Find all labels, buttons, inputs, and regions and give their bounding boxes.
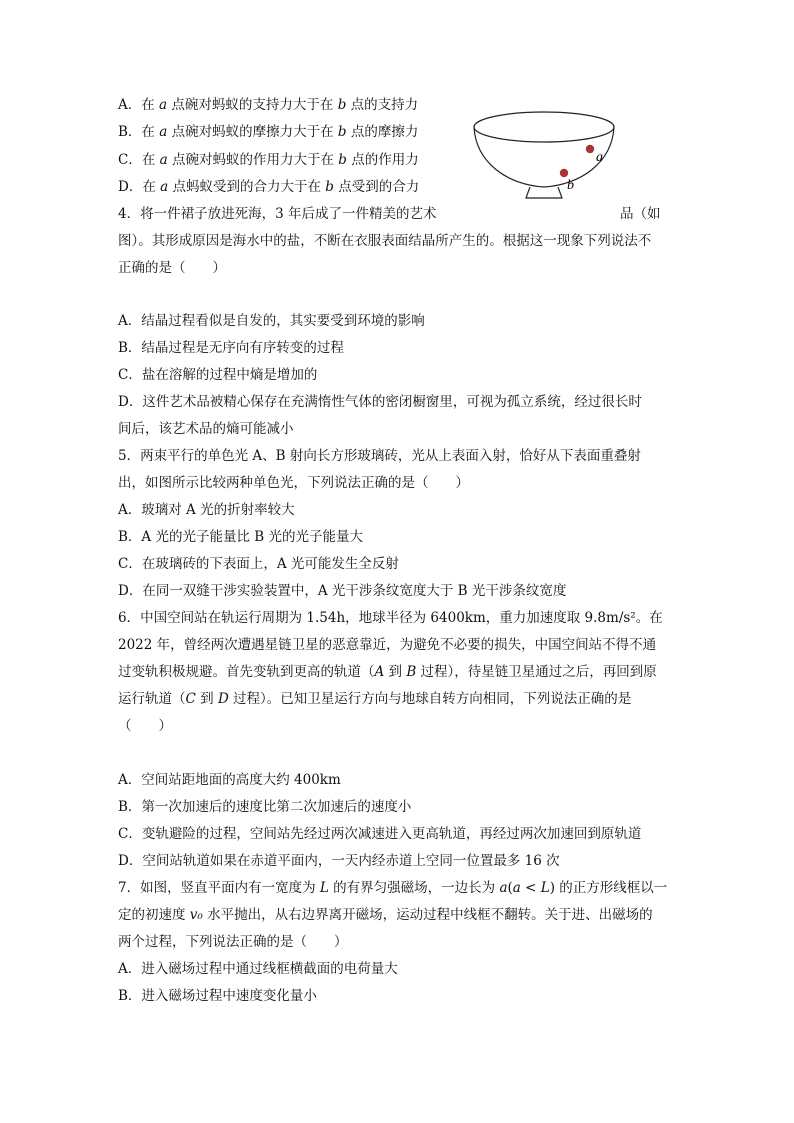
q5-stem-line-1: 5．两束平行的单色光 A、B 射向长方形玻璃砖，光从上表面入射，恰好从下表面重叠射 xyxy=(118,448,641,464)
q4-option-b[interactable]: B．结晶过程是无序向有序转变的过程 xyxy=(118,340,344,356)
bowl-rim xyxy=(474,112,614,142)
q5-option-d[interactable]: D．在同一双缝干涉实验装置中，A 光干涉条纹宽度大于 B 光干涉条纹宽度 xyxy=(118,583,567,599)
q4-option-d-line-2: 间后，该艺术品的熵可能减小 xyxy=(118,421,294,437)
q4-stem-line-1-end: 品（如 xyxy=(620,206,661,222)
q7-stem-line-1: 7．如图，竖直平面内有一宽度为 L 的有界匀强磁场，一边长为 a(a < L) 的正方形线框以一 xyxy=(118,880,668,896)
q5-option-b[interactable]: B．A 光的光子能量比 B 光的光子能量大 xyxy=(118,529,363,545)
q5-option-a[interactable]: A．玻璃对 A 光的折射率较大 xyxy=(118,502,295,518)
bowl-body xyxy=(474,127,614,187)
q3-option-c[interactable]: C．在 a 点碗对蚂蚁的作用力大于在 b 点的作用力 xyxy=(118,152,419,168)
q6-stem-line-5: （ ） xyxy=(118,718,172,734)
q6-stem-line-2: 2022 年，曾经两次遭遇星链卫星的恶意靠近，为避免不必要的损失，中国空间站不得不通 xyxy=(118,637,657,653)
q3-option-b[interactable]: B．在 a 点碗对蚂蚁的摩擦力大于在 b 点的摩擦力 xyxy=(118,124,419,140)
q4-option-a[interactable]: A．结晶过程看似是自发的，其实要受到环境的影响 xyxy=(118,313,425,329)
q6-option-c[interactable]: C．变轨避险的过程，空间站先经过两次减速进入更高轨道，再经过两次加速回到原轨道 xyxy=(118,826,642,842)
q3-option-d[interactable]: D．在 a 点蚂蚁受到的合力大于在 b 点受到的合力 xyxy=(118,179,420,195)
q6-stem-line-3: 过变轨积极规避。首先变轨到更高的轨道（A 到 B 过程），待星链卫星通过之后，再回到原 xyxy=(118,664,657,680)
bowl-base xyxy=(526,187,562,198)
bowl-ant-figure xyxy=(468,103,620,203)
q4-option-c[interactable]: C．盐在溶解的过程中熵是增加的 xyxy=(118,367,318,383)
q6-option-d[interactable]: D．空间站轨道如果在赤道平面内，一天内经赤道上空同一位置最多 16 次 xyxy=(118,853,560,869)
q7-option-b[interactable]: B．进入磁场过程中速度变化量小 xyxy=(118,988,317,1004)
q4-stem-line-3: 正确的是（ ） xyxy=(118,260,226,276)
label-b: b xyxy=(567,178,574,193)
q6-stem-line-1: 6．中国空间站在轨运行周期为 1.54h，地球半径为 6400km，重力加速度取 9.8m/s²。在 xyxy=(118,610,663,626)
q6-option-b[interactable]: B．第一次加速后的速度比第二次加速后的速度小 xyxy=(118,799,412,815)
q5-stem-line-2: 出，如图所示比较两种单色光，下列说法正确的是（ ） xyxy=(118,475,469,491)
q6-stem-line-4: 运行轨道（C 到 D 过程）。已知卫星运行方向与地球自转方向相同，下列说法正确的是 xyxy=(118,691,632,707)
q7-stem-line-2: 定的初速度 v₀ 水平抛出，从右边界离开磁场，运动过程中线框不翻转。关于进、出磁场的 xyxy=(118,907,653,923)
label-a: a xyxy=(596,150,603,165)
q4-stem-line-2: 图）。其形成原因是海水中的盐，不断在衣服表面结晶所产生的。根据这一现象下列说法不 xyxy=(118,233,652,249)
q3-option-a[interactable]: A．在 a 点碗对蚂蚁的支持力大于在 b 点的支持力 xyxy=(118,97,419,113)
q5-option-c[interactable]: C．在玻璃砖的下表面上，A 光可能发生全反射 xyxy=(118,556,399,572)
q7-stem-line-3: 两个过程，下列说法正确的是（ ） xyxy=(118,934,348,950)
ant-a-marker xyxy=(586,145,594,153)
q6-option-a[interactable]: A．空间站距地面的高度大约 400km xyxy=(118,772,341,788)
q4-stem-line-1: 4．将一件裙子放进死海，3 年后成了一件精美的艺术 xyxy=(118,206,437,222)
ant-b-marker xyxy=(560,169,568,177)
q4-option-d-line-1[interactable]: D．这件艺术品被精心保存在充满惰性气体的密闭橱窗里，可视为孤立系统，经过很长时 xyxy=(118,394,642,410)
q7-option-a[interactable]: A．进入磁场过程中通过线框横截面的电荷量大 xyxy=(118,961,398,977)
